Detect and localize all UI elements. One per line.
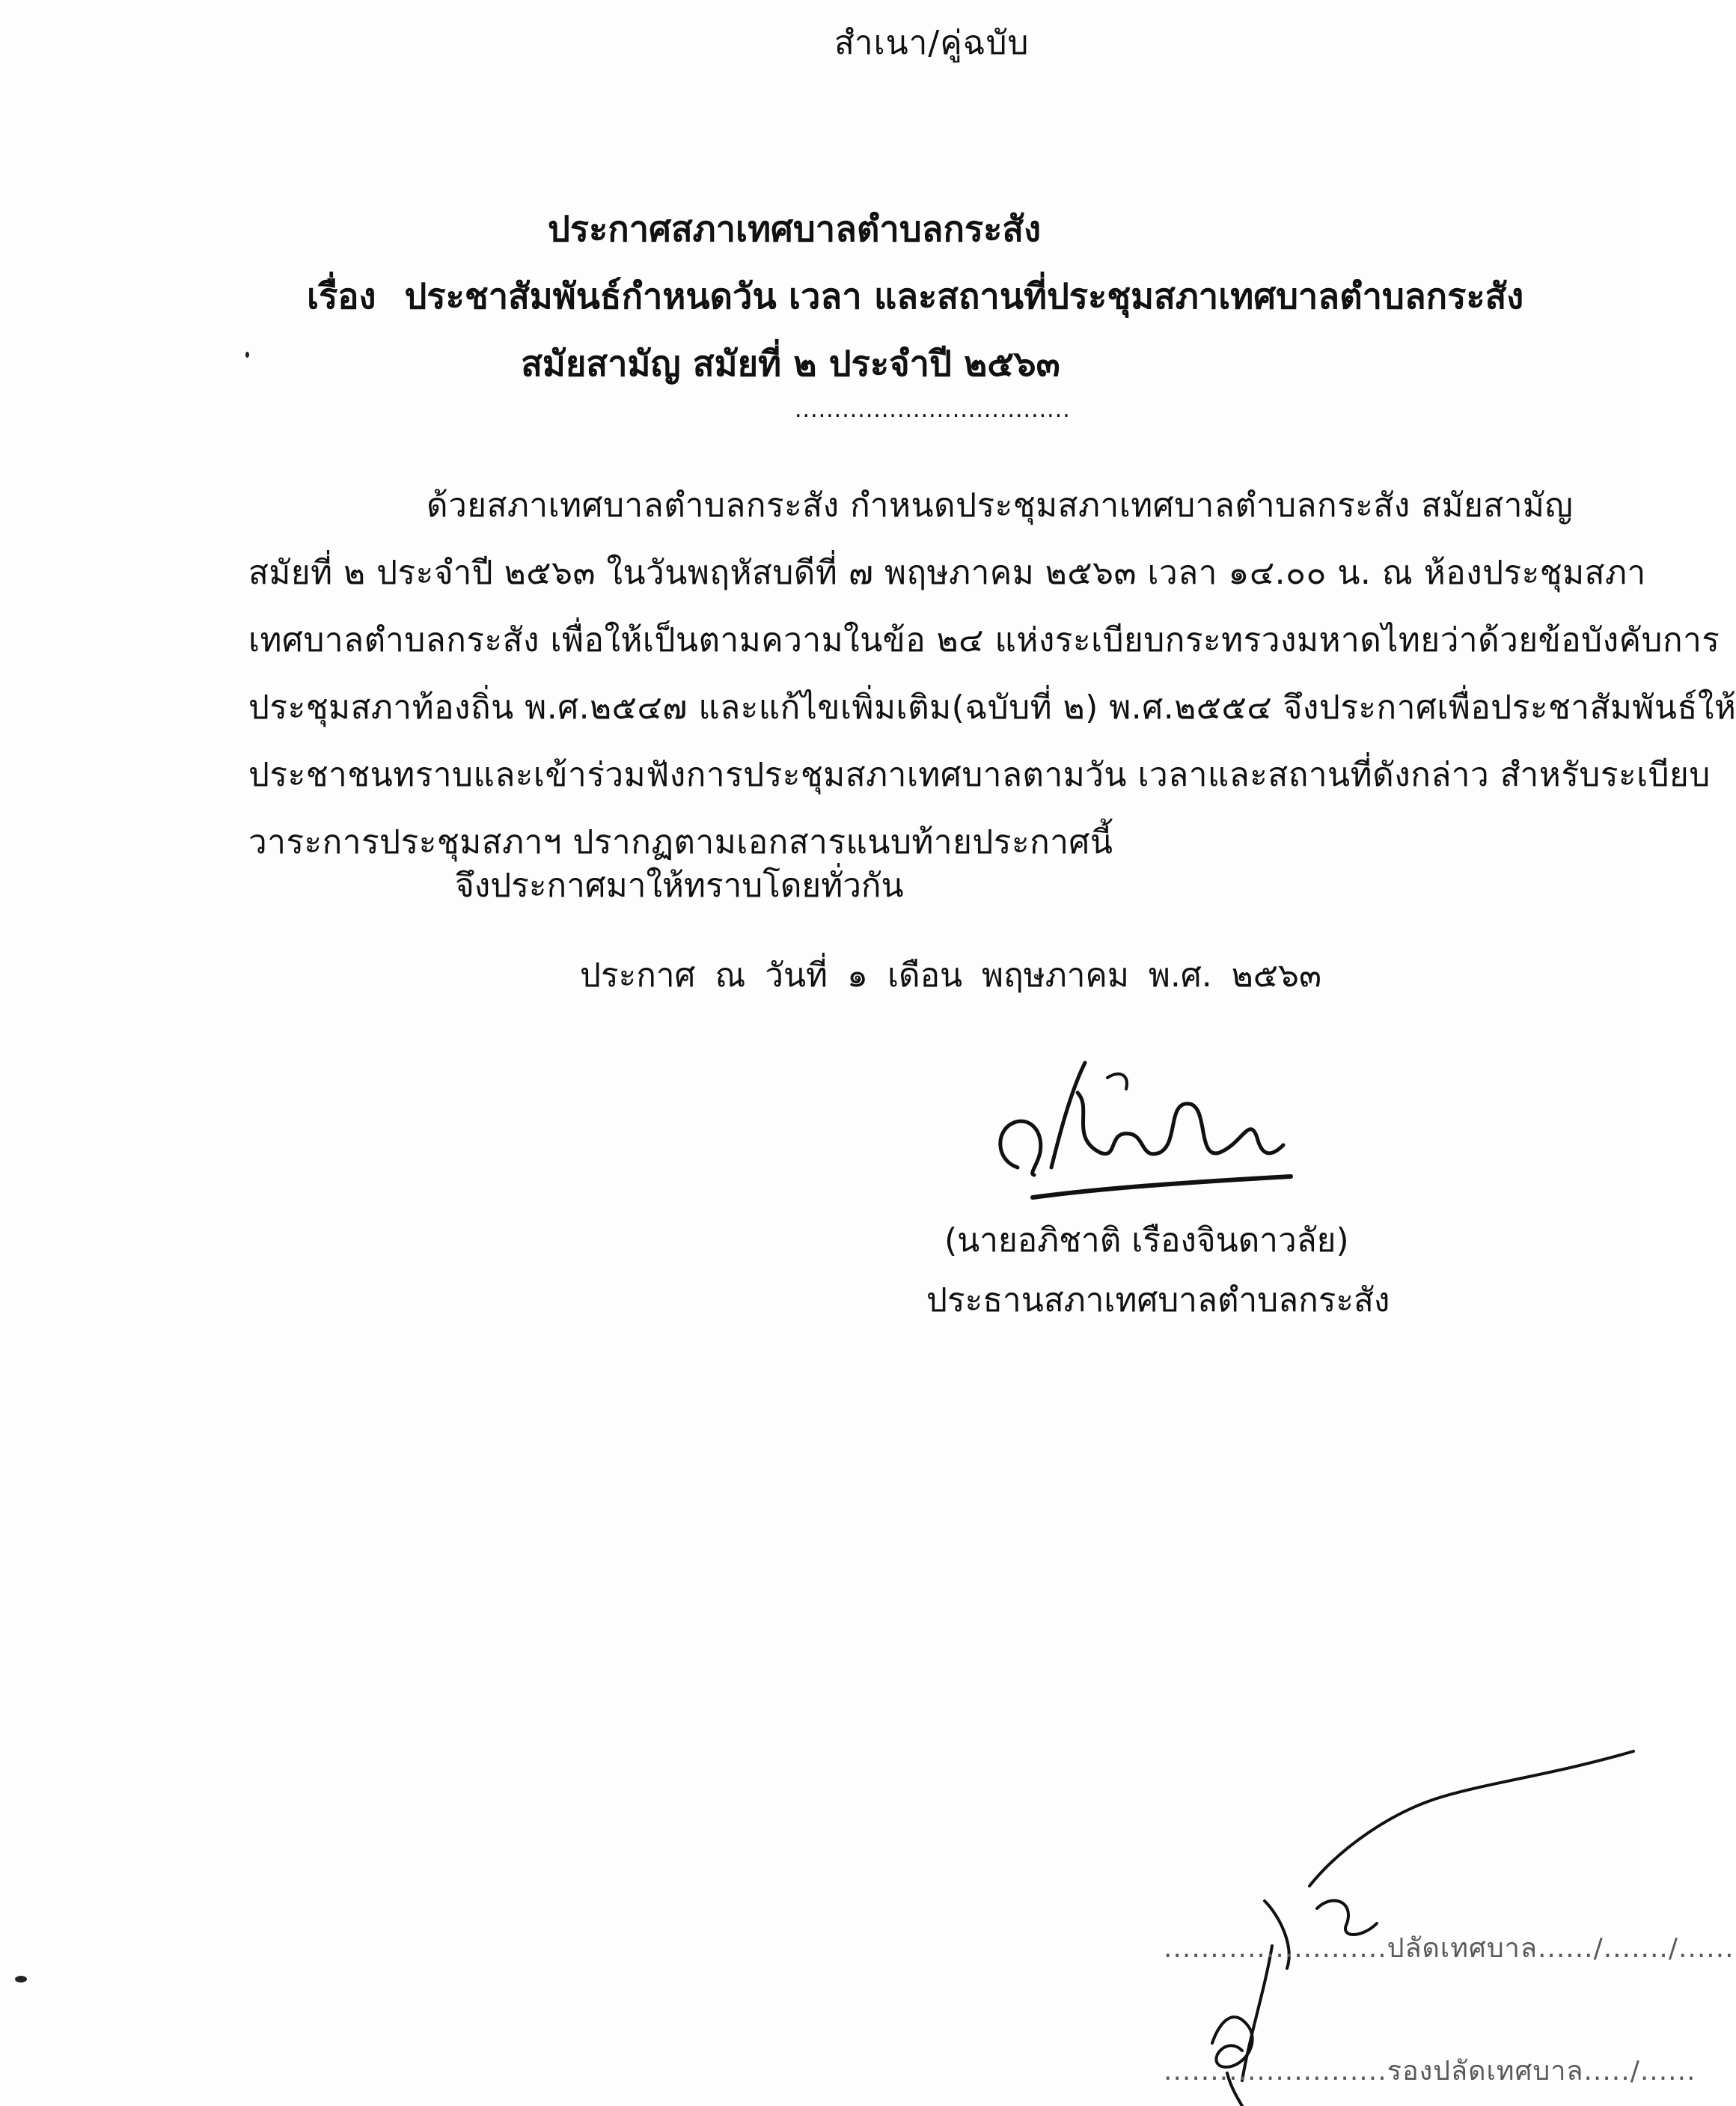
signer-name: (นายอภิชาติ เรืองจินดาวลัย) (944, 1221, 1349, 1260)
body-line: วาระการประชุมสภาฯ ปรากฏตามเอกสารแนบท้ายประกาศนี้ (248, 823, 1113, 861)
initials-scribble (1167, 1721, 1633, 2106)
body-line: ประชุมสภาท้องถิ่น พ.ศ.๒๕๔๗ และแก้ไขเพิ่มเติม(ฉบับที่ ๒) พ.ศ.๒๕๕๔ จึงประกาศเพื่อประชาสัมพันธ์ให้ (248, 689, 1736, 727)
subject-row (307, 268, 1523, 324)
signer-title: ประธานสภาเทศบาลตำบลกระสัง (926, 1281, 1390, 1319)
closing-line: จึงประกาศมาให้ทราบโดยทั่วกัน (455, 867, 904, 905)
session-line: สมัยสามัญ สมัยที่ ๒ ประจำปี ๒๕๖๓ (521, 344, 1060, 385)
subject-label: เรื่อง (307, 276, 376, 317)
body-line: สมัยที่ ๒ ประจำปี ๒๕๖๓ ในวันพฤหัสบดีที่ ๗ พฤษภาคม ๒๕๖๓ เวลา ๑๔.๐๐ น. ณ ห้องประชุมสภา (248, 554, 1646, 592)
body-line: ด้วยสภาเทศบาลตำบลกระสัง กำหนดประชุมสภาเทศบาลตำบลกระสัง สมัยสามัญ (427, 486, 1574, 525)
body-line: เทศบาลตำบลกระสัง เพื่อให้เป็นตามความในข้อ ๒๔ แห่งระเบียบกระทรวงมหาดไทยว่าด้วยข้อบังคับการ (248, 621, 1720, 659)
stamp-line-deputy-clerk: ........................รองปลัดเทศบาล...../...... (1164, 2056, 1696, 2087)
announcement-date: ประกาศ ณ วันที่ ๑ เดือน พฤษภาคม พ.ศ. ๒๕๖๓ (580, 956, 1322, 995)
copy-label: สำเนา/คู่ฉบับ (834, 24, 1030, 62)
announcement-title: ประกาศสภาเทศบาลตำบลกระสัง (547, 209, 1042, 250)
stamp-line-municipal-clerk: ........................ปลัดเทศบาล....../......./...... (1164, 1933, 1735, 1964)
subject-text: ประชาสัมพันธ์กำหนดวัน เวลา และสถานที่ประชุมสภาเทศบาลตำบลกระสัง (404, 276, 1524, 317)
handwritten-signature (988, 1048, 1302, 1212)
body-line: ประชาชนทราบและเข้าร่วมฟังการประชุมสภาเทศบาลตามวัน เวลาและสถานที่ดังกล่าว สำหรับระเบียบ (248, 756, 1711, 794)
scan-speck (245, 352, 249, 358)
separator-dots: ................................... (795, 397, 1071, 423)
scan-speck (15, 1976, 27, 1983)
